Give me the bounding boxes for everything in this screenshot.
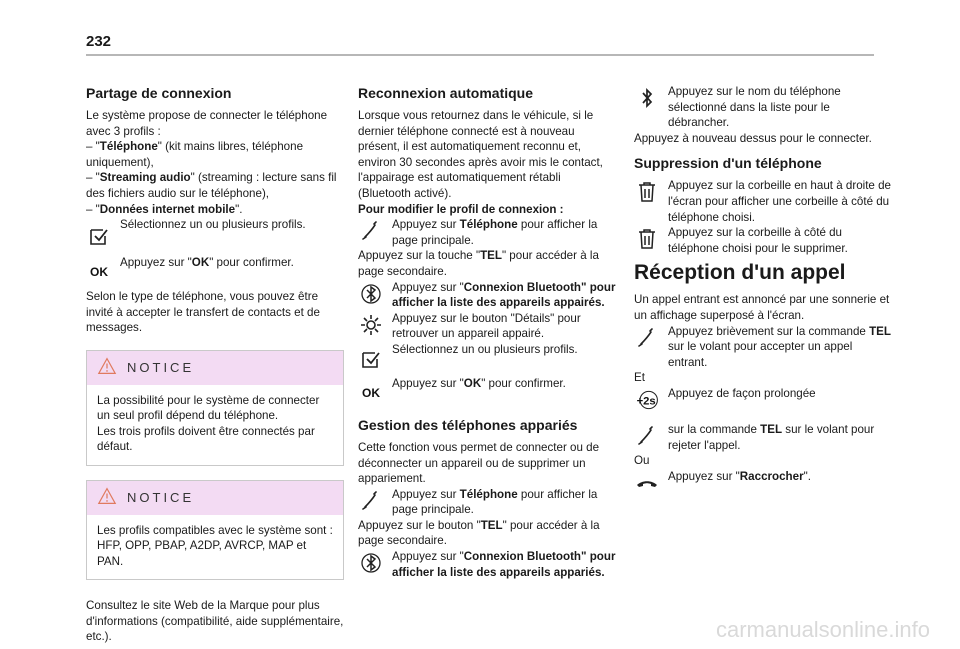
step-item: Sélectionnez un ou plusieurs profils. xyxy=(86,217,344,247)
paragraph: Ou xyxy=(634,454,650,468)
step-item: Appuyez sur le bouton "Détails" pour retrouver un appareil appairé. xyxy=(358,311,616,342)
trash-icon xyxy=(634,179,660,205)
paragraph: Selon le type de téléphone, vous pouvez être invité à accepter le transfert de contacts et de messages. xyxy=(86,290,320,335)
ok-icon: OK xyxy=(90,265,108,280)
notice-text: La possibilité pour le système de connecter un seul profil dépend du téléphone. Les trois profils doivent être connectés par défaut. xyxy=(97,393,320,454)
checkbox-select-icon xyxy=(358,346,384,372)
paragraph: Cette fonction vous permet de connecter ou de déconnecter un appareil ou de supprimer un appariement. xyxy=(358,440,600,486)
paragraph: Un appel entrant est annoncé par une sonnerie et un affichage superposé à l'écran. xyxy=(634,293,890,322)
list-item: – "Téléphone" (kit mains libres, téléphone uniquement), xyxy=(86,140,304,169)
paragraph: Le système propose de connecter le téléphone avec 3 profils : xyxy=(86,109,328,138)
step-item: Appuyez sur la corbeille à côté du téléphone choisi pour le supprimer. xyxy=(634,225,892,256)
bluetooth-icon xyxy=(358,281,384,307)
notice-box xyxy=(86,350,344,466)
list-item: – "Données internet mobile". xyxy=(86,202,243,216)
long-press-2s-icon xyxy=(634,387,660,413)
column-left xyxy=(86,84,344,645)
svg-text:+2s: +2s xyxy=(636,395,656,408)
paragraph: Appuyez à nouveau dessus pour le connecter. xyxy=(634,131,872,145)
step-item: Appuyez sur Téléphone pour afficher la page principale. xyxy=(358,217,616,248)
warning-triangle-icon xyxy=(97,357,117,379)
step-item: Appuyez sur "Raccrocher". xyxy=(634,469,892,485)
phone-icon xyxy=(358,488,384,514)
gear-icon xyxy=(358,312,384,338)
notice-text: Les profils compatibles avec le système sont : HFP, OPP, PBAP, A2DP, AVRCP, MAP et PAN. xyxy=(97,523,333,568)
step-item: OK Appuyez sur "OK" pour confirmer. xyxy=(358,376,616,402)
paragraph: Lorsque vous retournez dans le véhicule, si le dernier téléphone connecté est à nouveau présent, il est automatiquement reconnu et, environ 30 secondes après avoir mis le contact, l'appairage est automatiquement rétabli (Bluetooth activé). xyxy=(358,109,603,200)
step-item: Appuyez sur la corbeille en haut à droite de l'écran pour afficher une corbeille à côté du téléphone choisi. xyxy=(634,178,892,225)
section-title-gestion: Gestion des téléphones appariés xyxy=(358,416,578,433)
watermark: carmanualsonline.info xyxy=(715,617,930,642)
phone-icon xyxy=(634,423,660,449)
step-item: +2s Appuyez de façon prolongée xyxy=(634,386,892,414)
trash-icon xyxy=(634,226,660,252)
paragraph: Appuyez sur la touche "TEL" pour accéder à la page secondaire. xyxy=(358,249,599,278)
notice-title: NOTICE xyxy=(127,359,195,375)
subheading: Pour modifier le profil de connexion : xyxy=(358,202,564,216)
notice-title: NOTICE xyxy=(127,489,195,505)
step-item: OK Appuyez sur "OK" pour confirmer. xyxy=(86,255,344,281)
column-middle xyxy=(358,84,616,580)
ok-icon: OK xyxy=(362,386,380,401)
phone-icon xyxy=(358,218,384,244)
list-item: – "Streaming audio" (streaming : lecture sans fil des fichiers audio sur le téléphone), xyxy=(86,171,337,200)
paragraph: Et xyxy=(634,371,645,385)
column-right xyxy=(634,84,892,484)
step-item: Sélectionnez un ou plusieurs profils. xyxy=(358,342,616,368)
checkbox-select-icon xyxy=(86,223,112,249)
section-title-reception: Réception d'un appel xyxy=(634,261,846,285)
notice-box xyxy=(86,480,344,580)
step-item: Appuyez sur le nom du téléphone sélectionné dans la liste pour le débrancher. xyxy=(634,84,892,131)
paragraph: Consultez le site Web de la Marque pour plus d'informations (compatibilité, aide supplémentaire, etc.). xyxy=(86,599,344,644)
section-title-partage: Partage de connexion xyxy=(86,85,232,101)
step-item: Appuyez sur "Connexion Bluetooth" pour afficher la liste des appareils appariés. xyxy=(358,549,616,580)
section-title-reconnexion: Reconnexion automatique xyxy=(358,85,534,101)
header-rule xyxy=(86,54,874,56)
step-item: Appuyez brièvement sur la commande TEL sur le volant pour accepter un appel entrant. xyxy=(634,324,892,371)
page-number: 232 xyxy=(86,33,112,50)
phone-icon xyxy=(634,325,660,351)
hang-up-icon xyxy=(634,470,660,496)
warning-triangle-icon xyxy=(97,487,117,509)
paragraph: Appuyez sur le bouton "TEL" pour accéder à la page secondaire. xyxy=(358,518,600,548)
step-item: sur la commande TEL sur le volant pour rejeter l'appel. xyxy=(634,422,892,453)
step-item: Appuyez sur Téléphone pour afficher la page principale. xyxy=(358,487,616,518)
bluetooth-icon xyxy=(634,85,660,111)
step-item: Appuyez sur "Connexion Bluetooth" pour afficher la liste des appareils appairés. xyxy=(358,280,616,311)
bluetooth-icon xyxy=(358,550,384,576)
section-title-suppression: Suppression d'un téléphone xyxy=(634,155,822,172)
